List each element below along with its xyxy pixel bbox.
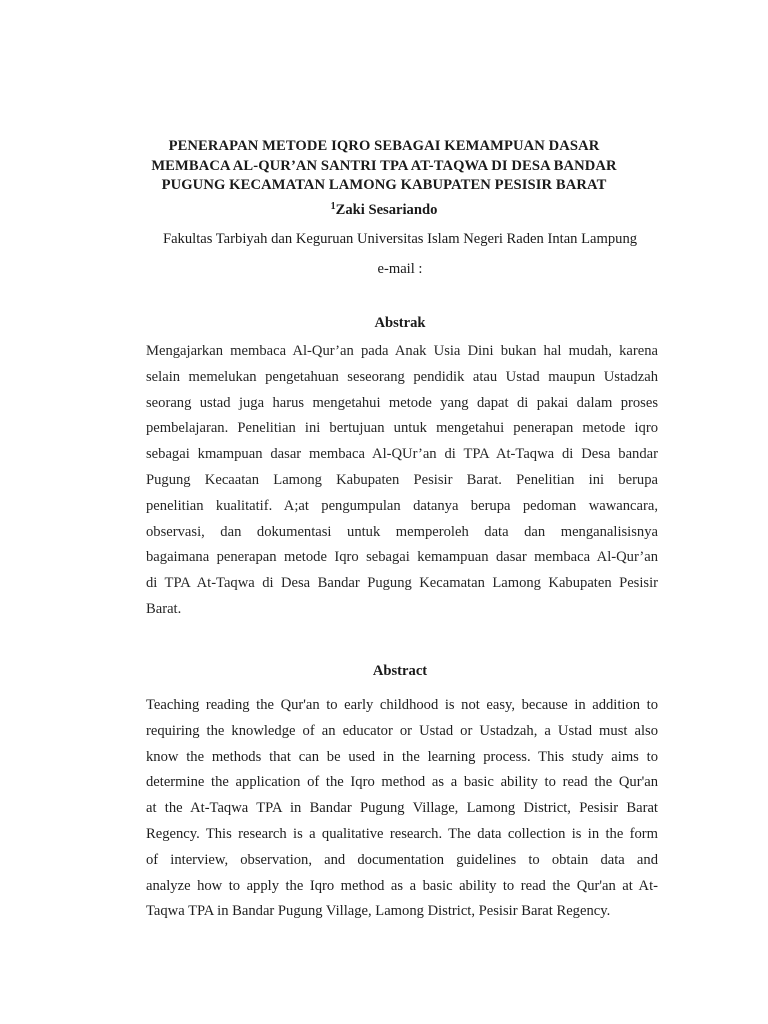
author-name: Zaki Sesariando xyxy=(335,202,438,218)
title-line: PENERAPAN METODE IQRO SEBAGAI KEMAMPUAN DASAR xyxy=(168,138,600,154)
abstrak-body xyxy=(146,339,658,623)
affiliation: Fakultas Tarbiyah dan Keguruan Universitas Islam Negeri Raden Intan Lampung xyxy=(162,231,638,247)
abstrak-line: pembelajaran. Penelitian ini bertujuan untuk mengetahui penerapan metode iqro xyxy=(146,420,658,437)
abstrak-line: sebagai kmampuan dasar membaca Al-QUr’an di TPA At-Taqwa di Desa bandar xyxy=(146,446,658,463)
abstract-line: analyze how to apply the Iqro method as a basic ability to read the Qur'an at At- xyxy=(146,877,658,894)
abstrak-line: Mengajarkan membaca Al-Qur’an pada Anak Usia Dini bukan hal mudah, karena xyxy=(146,343,658,359)
email-label: e-mail : xyxy=(377,261,423,277)
abstrak-line: di TPA At-Taqwa di Desa Bandar Pugung Kecamatan Lamong Kabupaten Pesisir xyxy=(146,575,658,592)
abstrak-heading: Abstrak xyxy=(374,315,426,331)
title-line: MEMBACA AL-QUR’AN SANTRI TPA AT-TAQWA DI DESA BANDAR xyxy=(151,157,617,174)
abstract-heading: Abstract xyxy=(372,663,428,679)
abstrak-line: penelitian kualitatif. A;at pengumpulan datanya berupa pedoman wawancara, xyxy=(146,497,658,514)
abstrak-line: selain memelukan pengetahuan seseorang pendidik atau Ustad maupun Ustadzah xyxy=(146,368,658,385)
abstrak-line: Barat. xyxy=(146,600,182,617)
abstract-line: determine the application of the Iqro method as a basic ability to read the Qur'an xyxy=(146,774,658,791)
abstrak-line: observasi, dan dokumentasi untuk memperoleh data dan menganalisisnya xyxy=(146,523,658,540)
author-line xyxy=(0,197,768,220)
abstract-line: Regency. This research is a qualitative research. The data collection is in the form xyxy=(146,825,658,842)
abstract-line: know the methods that can be used in the learning process. This study aims to xyxy=(146,748,658,765)
abstract-line: of interview, observation, and documentation guidelines to obtain data and xyxy=(146,851,658,868)
abstrak-line: Pugung Kecaatan Lamong Kabupaten Pesisir Barat. Penelitian ini berupa xyxy=(146,471,658,488)
paper-title xyxy=(120,137,648,196)
author-affiliation-marker: 1 xyxy=(330,201,336,212)
abstract-line: Teaching reading the Qur'an to early childhood is not easy, because in addition to xyxy=(146,697,658,713)
title-line: PUGUNG KECAMATAN LAMONG KABUPATEN PESISIR BARAT xyxy=(161,177,607,193)
abstract-body xyxy=(146,693,658,925)
abstrak-line: bagaimana penerapan metode Iqro sebagai kemampuan dasar membaca Al-Qur’an xyxy=(146,549,658,566)
abstract-line: requiring the knowledge of an educator or Ustad or Ustadzah, a Ustad must also xyxy=(146,722,658,739)
abstract-line: at the At-Taqwa TPA in Bandar Pugung Village, Lamong District, Pesisir Barat xyxy=(146,800,658,817)
abstract-line: Taqwa TPA in Bandar Pugung Village, Lamong District, Pesisir Barat Regency. xyxy=(146,903,611,920)
abstrak-line: seorang ustad juga harus mengetahui metode yang dapat di pakai dalam proses xyxy=(146,394,658,411)
